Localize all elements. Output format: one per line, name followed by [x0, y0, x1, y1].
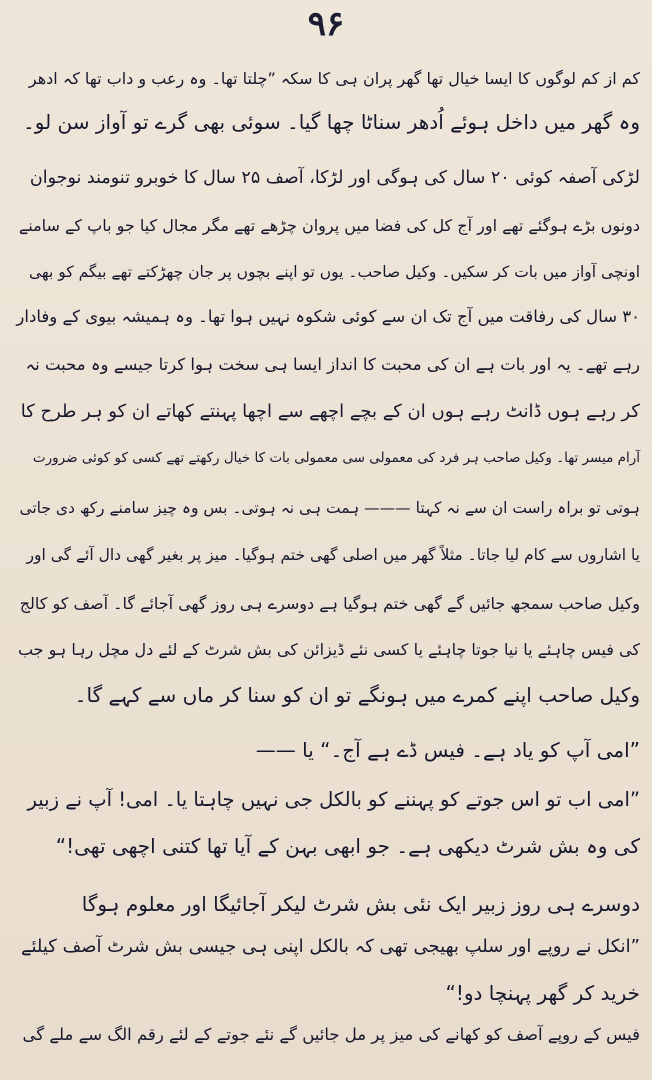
text-line: کم از کم لوگوں کا ایسا خیال تھا گھر پران ہی کا سکہ ”چلتا تھا۔ وہ رعب و داب تھا کہ ادھر [28, 69, 640, 88]
text-line: کر رہے ہوں ڈانٹ رہے ہوں ان کے بچے اچھے سے اچھا پہنتے کھاتے ان کو ہر طرح کا [20, 401, 640, 422]
text-line: دونوں بڑے ہوگئے تھے اور آج کل کی فضا میں پروان چڑھے تھے مگر مجال کیا جو باپ کے سامنے [18, 216, 640, 235]
text-line: وکیل صاحب سمجھ جائیں گے گھی ختم ہوگیا ہے دوسرے ہی روز گھی آجائے گا۔ آصف کو کالج [19, 594, 640, 613]
text-line: خرید کر گھر پہنچا دو!“ [445, 981, 640, 1005]
text-line: فیس کے روپے آصف کو کھانے کی میز پر مل جائیں گے نئے جوتے کے لئے رقم الگ سے ملے گی [22, 1025, 640, 1044]
text-line: ”امی اب تو اس جوتے کو پہننے کو بالکل جی نہیں چاہتا یا۔ امی! آپ نے زبیر [27, 788, 640, 811]
page-number: ۹۶ [307, 4, 345, 44]
text-line: ۳۰ سال کی رفاقت میں آج تک ان سے کوئی شکوہ نہیں ہوا تھا۔ وہ ہمیشہ بیوی کے وفادار [16, 307, 640, 326]
text-line: ہوتی تو براہ راست ان سے نہ کہتا ——— ہمت ہی نہ ہوتی۔ بس وہ چیز سامنے رکھ دی جاتی [19, 499, 640, 517]
text-line: اونچی آواز میں بات کر سکیں۔ وکیل صاحب۔ یوں تو اپنے بچوں پر جان چھڑکتے تھے بیگم کو بھی [28, 263, 640, 281]
text-line: کی وہ بش شرٹ دیکھی ہے۔ جو ابھی بہن کے آیا تھا کتنی اچھی تھی!“ [55, 834, 640, 858]
text-line: وکیل صاحب اپنے کمرے میں ہونگے تو ان کو سنا کر ماں سے کہے گا۔ [74, 683, 640, 707]
text-line: دوسرے ہی روز زبیر ایک نئی بش شرٹ لیکر آجائیگا اور معلوم ہوگا [81, 892, 640, 916]
text-line: کی فیس چاہئے یا نیا جوتا چاہئے یا کسی نئے ڈیزائن کی بش شرٹ کے لئے دل مچل رہا ہو جب [17, 640, 640, 659]
text-line: یا اشاروں سے کام لیا جاتا۔ مثلاً گھر میں اصلی گھی ختم ہوگیا۔ میز پر بغیر گھی دال آئے گی اور [26, 546, 640, 564]
text-line: وہ گھر میں داخل ہوئے اُدھر سناٹا چھا گیا۔ سوئی بھی گرے تو آواز سن لو۔ [23, 110, 640, 134]
text-line: ”انکل نے روپے اور سلپ بھیجی تھی کہ بالکل اپنی ہی جیسی بش شرٹ آصف کیلئے [20, 936, 640, 957]
text-line: آرام میسر تھا۔ وکیل صاحب ہر فرد کی معمولی سی معمولی بات کا خیال رکھتے تھے کسی کو کوئی ضرورت [32, 450, 640, 466]
text-line: لڑکی آصفہ کوئی ۲۰ سال کی ہوگی اور لڑکا، آصف ۲۵ سال کا خوبرو تنومند نوجوان [29, 168, 640, 188]
text-line: رہے تھے۔ یہ اور بات ہے ان کی محبت کا انداز ایسا ہی سخت ہوا کرتا جیسے وہ محبت نہ [25, 355, 640, 374]
text-line: ”امی آپ کو یاد ہے۔ فیس ڈے ہے آج۔“ یا —— [255, 738, 640, 762]
